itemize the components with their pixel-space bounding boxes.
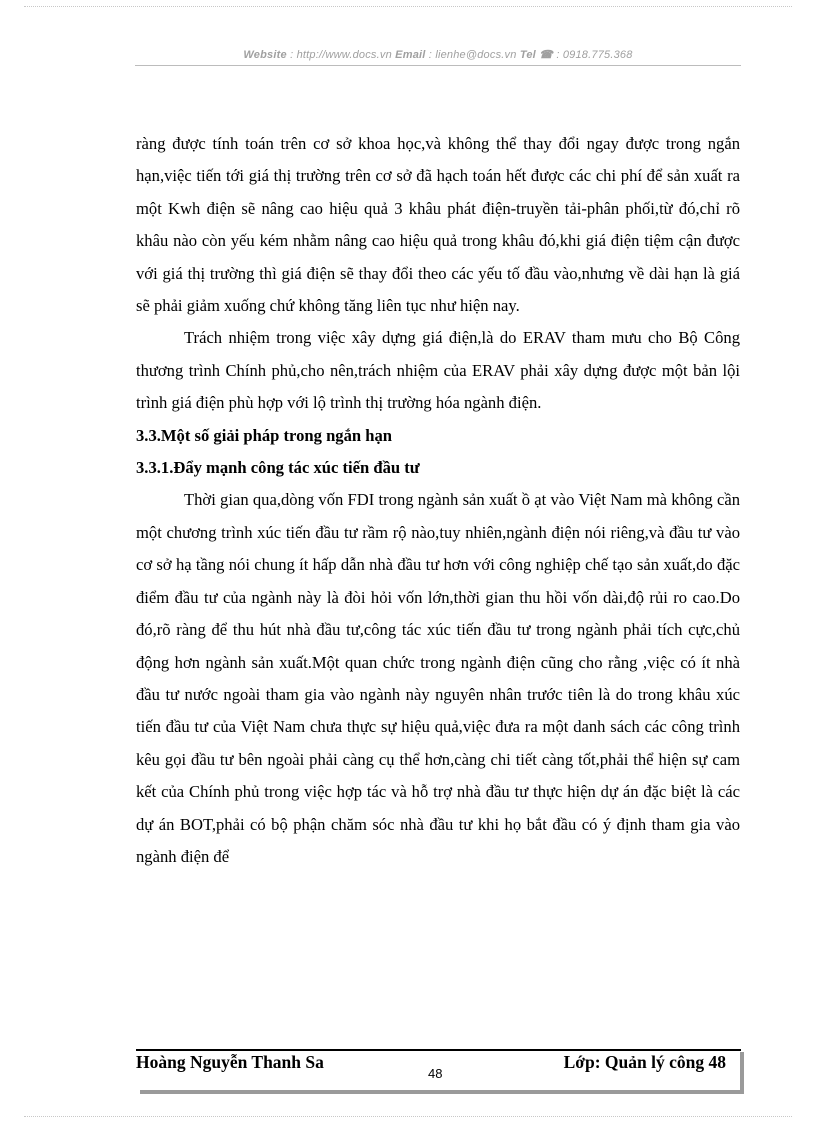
tel-label: Tel (519, 49, 536, 61)
page-bottom-dotted-border (24, 1116, 792, 1117)
paragraph-1: ràng được tính toán trên cơ sở khoa học,và không thể thay đổi ngay được trong ngắn hạn,việc tiến tới giá thị trường trên cơ sở đã hạch toán hết được các chi phí để sản xuất ra một Kwh điện sẽ nâng cao hiệu quả 3 khâu phát điện-truyền tải-phân phối,từ đó,chỉ rõ khâu nào còn yếu kém nhằm nâng cao hiệu quả trong khâu đó,khi giá điện tiệm cận được với giá thị trường thì giá điện sẽ thay đổi theo các yếu tố đầu vào,nhưng về dài hạn là giá sẽ phải giảm xuống chứ không tăng liên tục như hiện nay. (136, 134, 740, 316)
tel-value: 0918.775.368 (562, 49, 633, 61)
email-label: Email (395, 49, 426, 61)
document-body (136, 128, 740, 873)
email-separator: : (425, 49, 436, 61)
paragraph-3: Thời gian qua,dòng vốn FDI trong ngành sản xuất ồ ạt vào Việt Nam mà không cần một chương trình xúc tiến đầu tư rầm rộ nào,tuy nhiên,ngành điện nói riêng,và đầu tư vào cơ sở hạ tầng nói chung ít hấp dẫn nhà đầu tư hơn với công nghiệp chế tạo sản xuất,do đặc điểm đầu tư của ngành này là đòi hỏi vốn lớn,thời gian thu hồi vốn dài,độ rủi ro cao.Do đó,rõ ràng để thu hút nhà đầu tư,công tác xúc tiến đầu tư trong ngành phải tích cực,chủ động hơn ngành sản xuất.Một quan chức trong ngành điện cũng cho rằng ,việc có ít nhà đầu tư nước ngoài tham gia vào ngành này nguyên nhân trước tiên là do trong khâu xúc tiến đầu tư của Việt Nam chưa thực sự hiệu quả,việc đưa ra một danh sách các công trình kêu gọi đầu tư bên ngoài phải càng cụ thể hơn,càng chi tiết càng tốt,phải thể hiện sự cam kết của Chính phủ trong việc hợp tác và hỗ trợ nhà đầu tư thực hiện dự án đặc biệt là các dự án BOT,phải có bộ phận chăm sóc nhà đầu tư khi họ bắt đầu có ý định tham gia vào ngành điện để (136, 490, 740, 866)
section-heading-3-3-1: 3.3.1.Đẩy mạnh công tác xúc tiến đầu tư (136, 458, 420, 478)
page-top-dotted-border (24, 6, 792, 7)
email-value: lienhe@docs.vn (435, 49, 517, 61)
website-header (135, 48, 741, 61)
website-url: http://www.docs.vn (296, 49, 392, 61)
footer-author: Hoàng Nguyễn Thanh Sa (136, 1052, 324, 1072)
phone-icon: ☎ (539, 49, 554, 61)
footer-rule (136, 1049, 741, 1051)
page-footer (136, 1052, 740, 1088)
section-heading-3-3: 3.3.Một số giải pháp trong ngắn hạn (136, 425, 393, 445)
header-rule (135, 65, 741, 66)
website-separator: : (286, 49, 297, 61)
website-label: Website (243, 49, 287, 61)
footer-class: Lớp: Quản lý công 48 (563, 1052, 726, 1072)
paragraph-2: Trách nhiệm trong việc xây dựng giá điện,là do ERAV tham mưu cho Bộ Công thương trình Chính phủ,cho nên,trách nhiệm của ERAV phải xây dựng được một bản lội trình giá điện phù hợp với lộ trình thị trường hóa ngành điện. (136, 328, 740, 413)
page-number: 48 (428, 1066, 443, 1081)
tel-separator: : (553, 49, 563, 61)
